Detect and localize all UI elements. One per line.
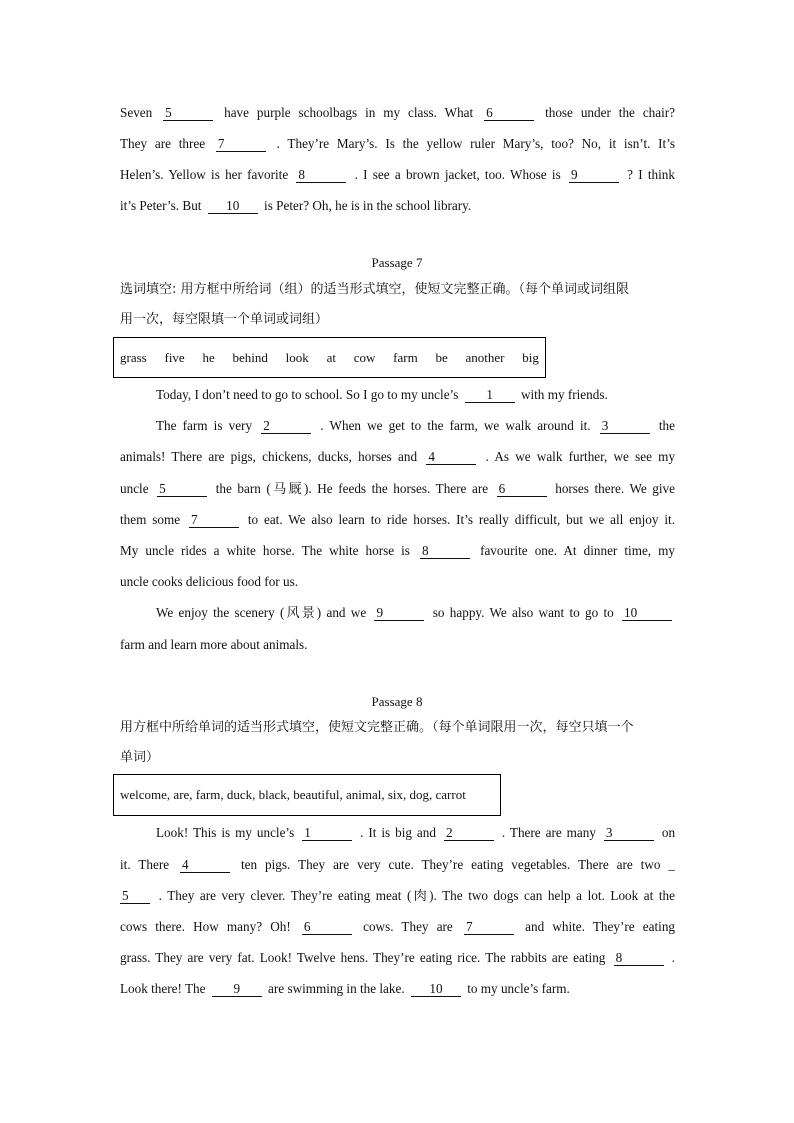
text: horses there. We give [555, 481, 676, 496]
p8-instruction-line-1: 用方框中所给单词的适当形式填空，使短文完整正确。（每个单词限用一次，每空只填一个 [120, 720, 634, 735]
blank-8[interactable]: 8 [614, 950, 664, 966]
word: another [465, 349, 505, 365]
text: . As we walk further, we see my [485, 449, 676, 464]
blank-9[interactable]: 9 [374, 605, 424, 621]
p6-line-3 [120, 166, 675, 184]
blank-7[interactable]: 7 [464, 919, 514, 935]
text: grass. They are very fat. Look! Twelve hens. They’re eating rice. The rabbits are eating [120, 950, 606, 965]
text: My uncle rides a white horse. The white horse is [120, 543, 410, 558]
blank-10[interactable]: 10 [411, 981, 461, 997]
blank-5[interactable]: 5 [120, 888, 150, 904]
word-list: welcome, are, farm, duck, black, beautiful, animal, six, dog, carrot [120, 787, 466, 802]
word: cow [353, 349, 376, 365]
text: the [658, 418, 675, 433]
blank-8[interactable]: 8 [296, 167, 346, 183]
text: so happy. We also want to go to [432, 605, 614, 620]
text: Look! This is my uncle’s [156, 825, 295, 840]
p8-word-box [113, 774, 501, 816]
text: the barn (马厩). He feeds the horses. There are [215, 481, 489, 496]
p6-line-2 [120, 135, 675, 153]
text: . They’re Mary’s. Is the yellow ruler Mary’s, too? No, it isn’t. It’s [276, 136, 676, 151]
blank-5[interactable]: 5 [163, 105, 213, 121]
text: with my friends. [520, 387, 608, 402]
blank-10[interactable]: 10 [208, 198, 258, 214]
text: animals! There are pigs, chickens, ducks, horses and [120, 449, 418, 464]
passage-8-title: Passage 8 [371, 694, 423, 709]
p8-line-1 [156, 824, 675, 842]
text: on [661, 825, 676, 840]
blank-5[interactable]: 5 [157, 481, 207, 497]
text: . There are many [501, 825, 596, 840]
word: he [202, 349, 215, 365]
p7-word-box [113, 337, 546, 378]
blank-4[interactable]: 4 [180, 857, 230, 873]
p7-line-4 [120, 480, 675, 498]
p6-line-4 [120, 197, 675, 215]
word: big [522, 349, 539, 365]
p7-line-3 [120, 448, 675, 466]
p7-instruction-line-1: 选词填空: 用方框中所给词（组）的适当形式填空，使短文完整正确。（每个单词或词组限 [120, 282, 630, 297]
text: favourite one. At dinner time, my [480, 543, 676, 558]
blank-3[interactable]: 3 [604, 825, 654, 841]
text: . [671, 950, 676, 965]
blank-6[interactable]: 6 [302, 919, 352, 935]
text: cows. They are [363, 919, 453, 934]
p8-line-2 [120, 856, 675, 874]
p8-line-4 [120, 918, 675, 936]
word: behind [232, 349, 268, 365]
text: Seven [120, 105, 153, 120]
p7-line-1 [156, 386, 675, 404]
p7-line-2 [156, 417, 675, 435]
blank-7[interactable]: 7 [216, 136, 266, 152]
text: We enjoy the scenery (风景) and we [156, 605, 367, 620]
word: look [285, 349, 309, 365]
text: to eat. We also learn to ride horses. It’s really difficult, but we all enjoy it. [247, 512, 675, 527]
text: is Peter? Oh, he is in the school library. [264, 198, 472, 213]
text: it’s Peter’s. But [120, 198, 202, 213]
blank-7[interactable]: 7 [189, 512, 239, 528]
text: have purple schoolbags in my class. What [224, 105, 474, 120]
text: They are three [120, 136, 206, 151]
word: grass [120, 349, 147, 365]
text: those under the chair? [545, 105, 676, 120]
blank-8[interactable]: 8 [420, 543, 470, 559]
text: . They are very clever. They’re eating meat (肉). The two dogs can help a lot. Look at the [158, 888, 676, 903]
blank-10[interactable]: 10 [622, 605, 672, 621]
blank-9[interactable]: 9 [569, 167, 619, 183]
blank-9[interactable]: 9 [212, 981, 262, 997]
p8-instruction-line-2: 单词） [120, 750, 160, 765]
word: be [435, 349, 448, 365]
p7-line-9: farm and learn more about animals. [120, 637, 308, 652]
text: and white. They’re eating [525, 919, 676, 934]
blank-2[interactable]: 2 [444, 825, 494, 841]
blank-6[interactable]: 6 [484, 105, 534, 121]
p7-line-7: uncle cooks delicious food for us. [120, 574, 298, 589]
text: ? I think [627, 167, 675, 182]
p7-line-5 [120, 511, 675, 529]
word: farm [393, 349, 418, 365]
word: at [326, 349, 336, 365]
text: . It is big and [360, 825, 436, 840]
p7-instruction-line-2: 用一次，每空限填一个单词或词组） [120, 312, 329, 327]
p8-line-5 [120, 949, 675, 967]
text: are swimming in the lake. [268, 981, 405, 996]
text: . When we get to the farm, we walk around it. [320, 418, 591, 433]
p8-line-3 [120, 887, 675, 905]
text: Look there! The [120, 981, 206, 996]
text: to my uncle’s farm. [467, 981, 570, 996]
text: ten pigs. They are very cute. They’re eating vegetables. There are two _ [240, 857, 675, 872]
text: The farm is very [156, 418, 253, 433]
p8-line-6 [120, 980, 675, 998]
text: it. There [120, 857, 170, 872]
text: Today, I don’t need to go to school. So I go to my uncle’s [156, 387, 459, 402]
blank-1[interactable]: 1 [302, 825, 352, 841]
p7-line-8 [156, 604, 675, 622]
p7-line-6 [120, 542, 675, 560]
text: cows there. How many? Oh! [120, 919, 291, 934]
text: Helen’s. Yellow is her favorite [120, 167, 289, 182]
passage-7-title: Passage 7 [371, 255, 423, 270]
text: uncle [120, 481, 149, 496]
word: five [164, 349, 185, 365]
blank-6[interactable]: 6 [497, 481, 547, 497]
blank-1[interactable]: 1 [465, 387, 515, 403]
text: them some [120, 512, 181, 527]
blank-2[interactable]: 2 [261, 418, 311, 434]
p6-line-1 [120, 104, 675, 122]
blank-4[interactable]: 4 [426, 449, 476, 465]
blank-3[interactable]: 3 [600, 418, 650, 434]
text: . I see a brown jacket, too. Whose is [354, 167, 561, 182]
